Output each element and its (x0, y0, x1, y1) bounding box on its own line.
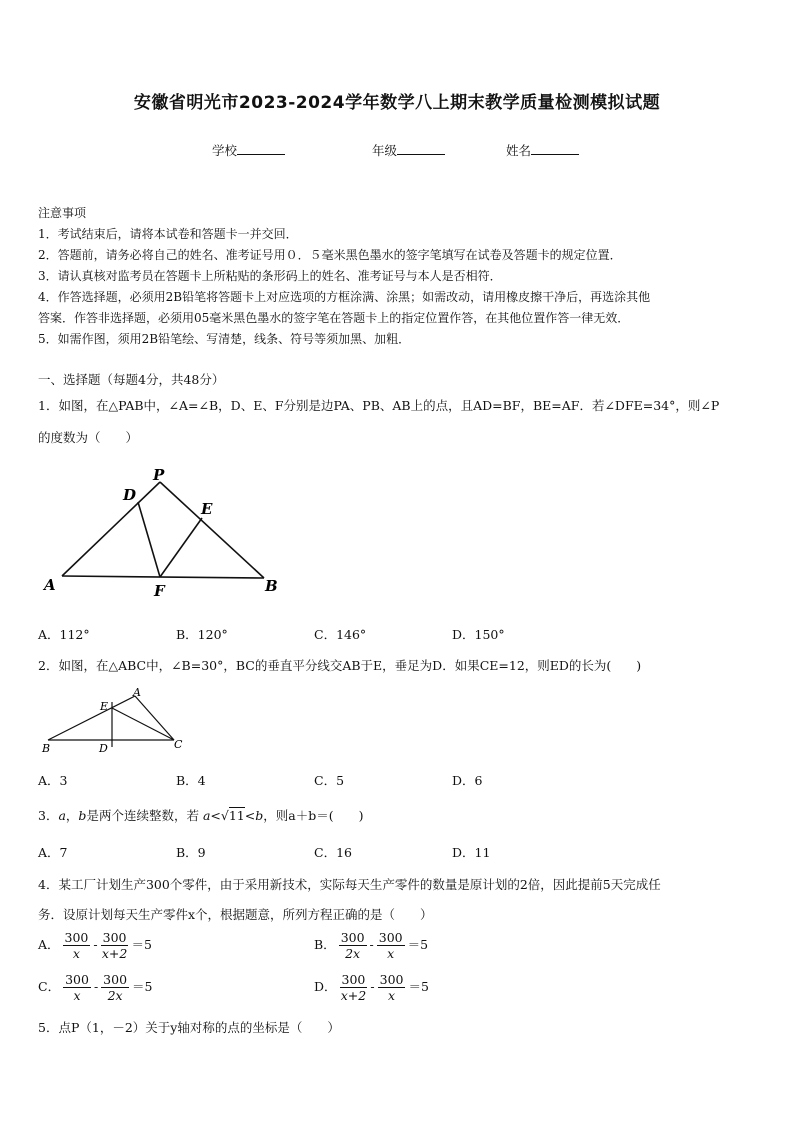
label-e: E (201, 500, 213, 518)
q4-option-b (314, 930, 428, 961)
q4-option-d (314, 972, 429, 1003)
denominator: x (387, 946, 395, 961)
q1-figure (38, 462, 298, 602)
q4-text-cont: 务．设原计划每天生产零件x个，根据题意，所列方程正确的是（ ） (38, 907, 433, 922)
q3-option-a: A．7 (38, 845, 68, 860)
label-f: F (154, 582, 165, 600)
side-ba (48, 696, 135, 740)
fraction (101, 930, 129, 961)
equals-rhs: ＝5 (132, 979, 153, 994)
q5-text: 5．点P（1，－2）关于y轴对称的点的坐标是（ ） (38, 1020, 340, 1035)
q2-option-a: A．3 (38, 773, 68, 788)
fraction (339, 930, 367, 961)
q1-option-d: D．150° (452, 627, 505, 642)
note-item: 5．如需作图，须用2B铅笔绘、写清楚，线条、符号等须加黑、加粗． (38, 332, 411, 346)
q3-var-b: b (78, 808, 87, 823)
note-item: 3．请认真核对监考员在答题卡上所粘贴的条形码上的姓名、准考证号与本人是否相符． (38, 269, 502, 283)
minus-sign: - (369, 937, 374, 952)
label-b: B (265, 577, 278, 595)
option-label: A． (38, 937, 60, 952)
numerator: 300 (340, 930, 365, 945)
label-p: P (153, 466, 165, 484)
side-ac (135, 696, 174, 740)
school-blank (237, 144, 285, 155)
q4-option-a (38, 930, 152, 961)
numerator: 300 (102, 930, 127, 945)
sqrt-icon: √ (220, 808, 229, 823)
side-ab (62, 576, 264, 578)
notes-heading: 注意事项 (38, 206, 87, 220)
minus-sign: - (93, 937, 98, 952)
q2-option-b: B．4 (176, 773, 206, 788)
fraction (101, 972, 129, 1003)
q2-option-c: C．5 (314, 773, 345, 788)
numerator: 300 (65, 972, 89, 987)
numerator: 300 (341, 972, 366, 987)
school-label: 学校 (212, 143, 238, 158)
numerator: 300 (379, 972, 404, 987)
denominator: x (73, 988, 81, 1003)
q1-text: 1．如图，在△PAB中，∠A=∠B，D、E、F分别是边PA、PB、AB上的点，且AD=BF，BE=AF．若∠DFE=34°，则∠P (38, 398, 720, 413)
denominator: x (72, 946, 80, 961)
label-a: A (44, 576, 56, 594)
grade-field (372, 141, 445, 159)
side-pb (160, 482, 264, 578)
q3-ineq-a: a (202, 808, 211, 823)
numerator: 300 (64, 930, 89, 945)
q3-sep: ， (65, 808, 79, 823)
q3-option-b: B．9 (176, 845, 206, 860)
segment-fe (160, 518, 202, 577)
fraction (378, 972, 406, 1003)
note-item: 2．答题前，请务必将自己的姓名、准考证号用０．５毫米黑色墨水的签字笔填写在试卷及答题卡的规定位置． (38, 248, 622, 262)
q3-radicand: 11 (228, 808, 245, 823)
q3-prefix: 3． (38, 808, 59, 823)
q3-var-a: a (58, 808, 66, 823)
q3-sum: a＋b＝( ) (288, 808, 364, 823)
denominator: 2x (345, 946, 361, 961)
label-c: C (174, 738, 183, 751)
denominator: x+2 (340, 988, 367, 1003)
q3-text (38, 806, 363, 824)
equals-rhs: ＝5 (408, 979, 429, 994)
name-blank (531, 144, 579, 155)
page-title: 安徽省明光市2023-2024学年数学八上期末教学质量检测模拟试题 (133, 93, 661, 113)
q4-option-c (38, 972, 152, 1003)
q1-option-c: C．146° (314, 627, 367, 642)
q1-text-cont: 的度数为（ ） (38, 430, 139, 445)
q2-option-d: D．6 (452, 773, 483, 788)
option-label: B． (314, 937, 336, 952)
q1-option-a: A．112° (38, 627, 90, 642)
minus-sign: - (370, 979, 375, 994)
label-d: D (99, 742, 108, 755)
fraction (377, 930, 405, 961)
school-field (212, 141, 285, 159)
note-item: 1．考试结束后，请将本试卷和答题卡一并交回． (38, 227, 298, 241)
segment-df (138, 502, 160, 577)
q1-option-b: B．120° (176, 627, 228, 642)
segment-ec (112, 708, 174, 740)
name-label: 姓名 (506, 143, 532, 158)
label-b: B (42, 742, 51, 755)
q2-text: 2．如图，在△ABC中，∠B=30°，BC的垂直平分线交AB于E，垂足为D．如果CE=12，则ED的长为( ) (38, 658, 642, 673)
fraction (340, 972, 368, 1003)
option-label: C． (38, 979, 61, 994)
fraction (63, 972, 91, 1003)
q3-ineq-b: b (255, 808, 264, 823)
q3-option-d: D．11 (452, 845, 491, 860)
note-item: 答案．作答非选择题，必须用05毫米黑色墨水的签字笔在答题卡上的指定位置作答，在其他位置作答一律无效． (38, 311, 630, 325)
label-e: E (100, 700, 109, 713)
section-heading: 一、选择题（每题4分，共48分） (38, 372, 225, 387)
numerator: 300 (378, 930, 403, 945)
grade-blank (397, 144, 445, 155)
denominator: x (388, 988, 396, 1003)
q3-lt1: < (210, 808, 221, 823)
denominator: 2x (107, 988, 123, 1003)
note-item: 4．作答选择题，必须用2B铅笔将答题卡上对应选项的方框涂满、涂黑；如需改动，请用橡皮擦干净后，再选涂其他 (38, 290, 651, 304)
q3-lt2: < (244, 808, 256, 823)
numerator: 300 (103, 972, 128, 987)
fraction (63, 930, 91, 961)
equals-rhs: ＝5 (131, 937, 152, 952)
grade-label: 年级 (372, 143, 398, 158)
q2-figure (38, 682, 188, 758)
q3-then: ，则 (263, 808, 289, 823)
name-field (506, 141, 579, 159)
label-a: A (133, 686, 141, 699)
q4-text: 4．某工厂计划生产300个零件，由于采用新技术，实际每天生产零件的数量是原计划的2倍，因此提前5天完成任 (38, 877, 661, 892)
denominator: x+2 (101, 946, 128, 961)
minus-sign: - (93, 979, 99, 994)
equals-rhs: ＝5 (407, 937, 429, 952)
label-d: D (123, 486, 137, 504)
q3-option-c: C．16 (314, 845, 352, 860)
option-label: D． (314, 979, 337, 994)
q3-text-mid: 是两个连续整数，若 (86, 808, 199, 823)
